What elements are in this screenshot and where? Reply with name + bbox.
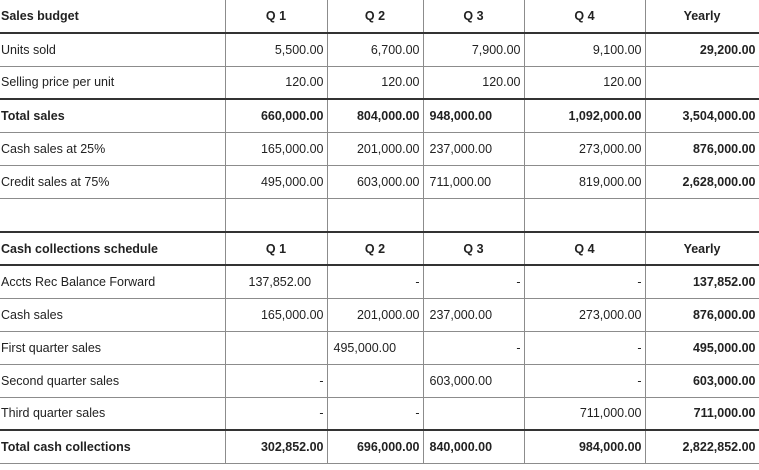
sales-budget-header-row [0,0,759,33]
table-row [0,265,759,298]
table-row [0,397,759,430]
row-label[interactable]: First quarter sales [0,331,225,364]
cell-q2[interactable]: 201,000.00 [327,132,423,165]
empty-cell[interactable] [524,198,645,232]
cell-q2[interactable]: 603,000.00 [327,165,423,198]
cash-collections-title: Cash collections schedule [0,232,225,265]
empty-cell[interactable] [645,198,759,232]
cell-q3[interactable]: 948,000.00 [423,99,524,132]
row-label[interactable]: Cash sales [0,298,225,331]
table-row [0,298,759,331]
cell-q2[interactable]: 120.00 [327,66,423,99]
table-row [0,132,759,165]
row-label[interactable]: Units sold [0,33,225,66]
cell-q2[interactable]: 6,700.00 [327,33,423,66]
table-row [0,33,759,66]
table-row [0,331,759,364]
cell-q1[interactable]: 137,852.00 [225,265,327,298]
cell-q4[interactable]: 984,000.00 [524,430,645,463]
cash-collections-header-row [0,232,759,265]
cell-q1[interactable]: 5,500.00 [225,33,327,66]
cell-yearly[interactable]: 137,852.00 [645,265,759,298]
cell-yearly[interactable]: 603,000.00 [645,364,759,397]
cell-q4[interactable]: 120.00 [524,66,645,99]
sales-budget-title: Sales budget [0,0,225,33]
cell-yearly[interactable]: 29,200.00 [645,33,759,66]
cell-q4[interactable]: - [524,364,645,397]
cell-q1[interactable]: 165,000.00 [225,132,327,165]
cell-yearly[interactable] [645,66,759,99]
cell-q3[interactable]: 7,900.00 [423,33,524,66]
cell-q2[interactable]: 201,000.00 [327,298,423,331]
row-label[interactable]: Cash sales at 25% [0,132,225,165]
cell-q3[interactable] [423,397,524,430]
cell-q3[interactable]: - [423,265,524,298]
cell-q3[interactable]: 237,000.00 [423,298,524,331]
header-q3: Q 3 [423,0,524,33]
cell-q3[interactable]: 711,000.00 [423,165,524,198]
header-yearly: Yearly [645,0,759,33]
row-label[interactable]: Second quarter sales [0,364,225,397]
cell-q2[interactable]: 696,000.00 [327,430,423,463]
cell-q4[interactable]: - [524,331,645,364]
cell-q1[interactable] [225,331,327,364]
row-label[interactable]: Accts Rec Balance Forward [0,265,225,298]
cell-yearly[interactable]: 876,000.00 [645,298,759,331]
row-label[interactable]: Selling price per unit [0,66,225,99]
table-row [0,430,759,463]
table-row [0,364,759,397]
cell-q3[interactable]: 237,000.00 [423,132,524,165]
cell-q4[interactable]: 711,000.00 [524,397,645,430]
cell-q4[interactable]: 273,000.00 [524,132,645,165]
cell-q2[interactable]: - [327,265,423,298]
row-label[interactable]: Total sales [0,99,225,132]
cell-q2[interactable]: 495,000.00 [327,331,423,364]
table-row [0,99,759,132]
cell-q1[interactable]: 495,000.00 [225,165,327,198]
cell-q4[interactable]: 273,000.00 [524,298,645,331]
cell-q1[interactable]: 120.00 [225,66,327,99]
empty-cell[interactable] [423,198,524,232]
empty-cell[interactable] [0,198,225,232]
header-yearly: Yearly [645,232,759,265]
cell-q2[interactable]: - [327,397,423,430]
row-label[interactable]: Credit sales at 75% [0,165,225,198]
cell-q1[interactable]: 165,000.00 [225,298,327,331]
cell-q3[interactable]: 840,000.00 [423,430,524,463]
header-q2: Q 2 [327,232,423,265]
cell-q1[interactable]: - [225,397,327,430]
cell-yearly[interactable]: 876,000.00 [645,132,759,165]
cell-q4[interactable]: 819,000.00 [524,165,645,198]
header-q2: Q 2 [327,0,423,33]
cell-yearly[interactable]: 3,504,000.00 [645,99,759,132]
header-q4: Q 4 [524,0,645,33]
cell-q2[interactable]: 804,000.00 [327,99,423,132]
cell-q1[interactable]: 302,852.00 [225,430,327,463]
empty-cell[interactable] [225,198,327,232]
cell-yearly[interactable]: 2,628,000.00 [645,165,759,198]
cell-yearly[interactable]: 2,822,852.00 [645,430,759,463]
cell-q1[interactable]: 660,000.00 [225,99,327,132]
cell-q1[interactable]: - [225,364,327,397]
cell-q3[interactable]: 603,000.00 [423,364,524,397]
cell-yearly[interactable]: 495,000.00 [645,331,759,364]
empty-cell[interactable] [327,198,423,232]
header-q1: Q 1 [225,232,327,265]
header-q4: Q 4 [524,232,645,265]
cell-q3[interactable]: 120.00 [423,66,524,99]
row-label[interactable]: Total cash collections [0,430,225,463]
blank-row [0,198,759,232]
cell-q2[interactable] [327,364,423,397]
cell-q3[interactable]: - [423,331,524,364]
header-q3: Q 3 [423,232,524,265]
header-q1: Q 1 [225,0,327,33]
cell-q4[interactable]: 1,092,000.00 [524,99,645,132]
row-label[interactable]: Third quarter sales [0,397,225,430]
table-row [0,66,759,99]
cell-yearly[interactable]: 711,000.00 [645,397,759,430]
cell-q4[interactable]: 9,100.00 [524,33,645,66]
table-row [0,165,759,198]
cell-q4[interactable]: - [524,265,645,298]
